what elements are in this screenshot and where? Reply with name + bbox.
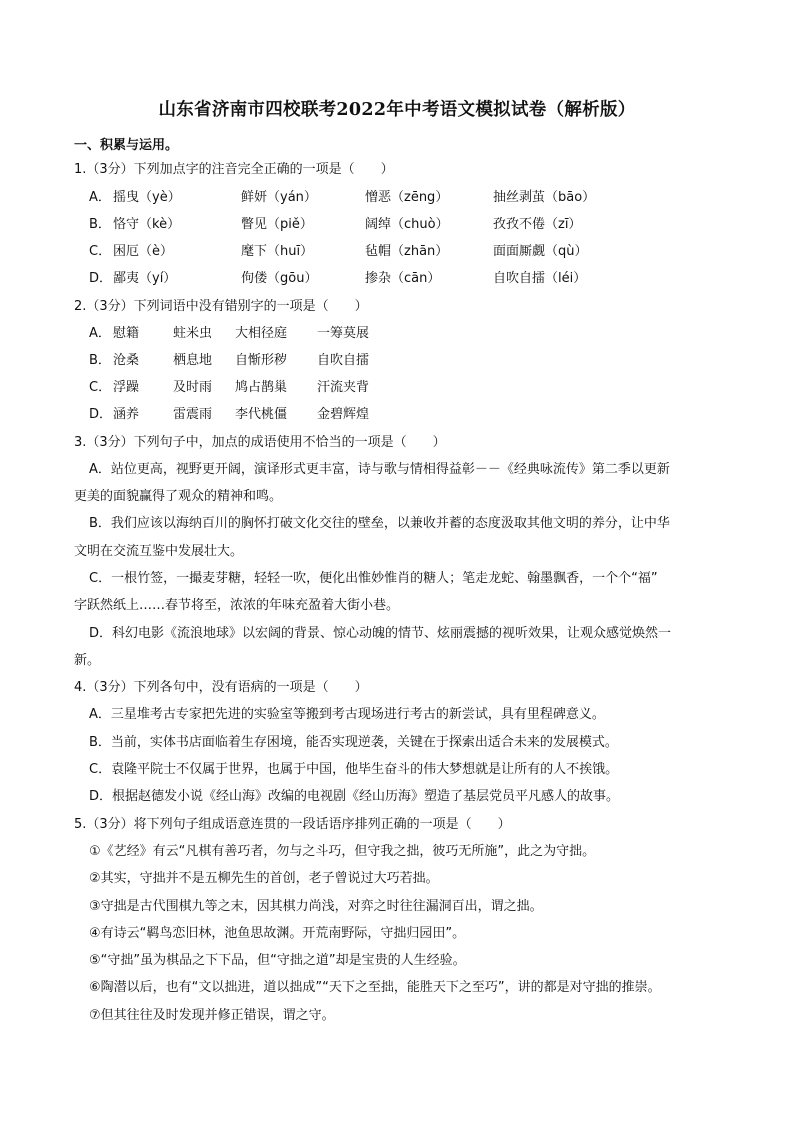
question-2-option-d[interactable]: D．涵养 雷震雨 李代桃僵 金碧辉煌 — [89, 407, 370, 422]
question-1-stem: 1.（3分）下列加点字的注音完全正确的一项是（ ） — [74, 162, 394, 177]
question-3-option-d[interactable]: D．科幻电影《流浪地球》以宏阔的背景、惊心动魄的情节、炫丽震撼的视听效果，让观众感觉焕然一 — [89, 626, 672, 641]
question-5-sentence-2: ②其实，守拙并不是五柳先生的首创，老子曾说过大巧若拙。 — [89, 871, 439, 886]
question-3-option-b[interactable]: B．我们应该以海纳百川的胸怀打破文化交往的壁垒，以兼收并蓄的态度汲取其他文明的养分，让中华 — [89, 516, 670, 531]
question-1-option-c[interactable]: C． 困厄（è） 麾下（huī） 毡帽（zhān） 面面厮觑（qù） — [89, 244, 588, 259]
question-5-sentence-1: ①《艺经》有云“凡棋有善巧者，勿与之斗巧，但守我之拙，彼巧无所施”，此之为守拙。 — [89, 844, 596, 859]
question-5-sentence-7: ⑦但其往往及时发现并修正错误，谓之守。 — [89, 1008, 335, 1023]
question-4-option-c[interactable]: C．袁隆平院士不仅属于世界，也属于中国，他毕生奋斗的伟大梦想就是让所有的人不挨饿。 — [89, 762, 619, 777]
question-2-option-c[interactable]: C． 浮躁 及时雨 鸠占鹊巢 汗流夹背 — [89, 380, 370, 395]
question-5-sentence-4: ④有诗云“羁鸟恋旧林，池鱼思故渊。开荒南野际，守拙归园田”。 — [89, 926, 466, 941]
question-1-option-d[interactable]: D．鄙夷（yí） 佝偻（gōu） 掺杂（cān） 自吹自擂（léi） — [89, 271, 587, 286]
question-3-option-c[interactable]: C．一根竹签，一撮麦芽糖，轻轻一吹，便化出惟妙惟肖的糖人；笔走龙蛇、翰墨飘香，一个个“福” — [89, 571, 658, 586]
question-4-option-b[interactable]: B．当前，实体书店面临着生存困境，能否实现逆袭，关键在于探索出适合未来的发展模式。 — [89, 735, 618, 750]
document-title: 山东省济南市四校联考2022年中考语文模拟试卷（解析版） — [158, 100, 636, 120]
question-2-stem: 2.（3分）下列词语中没有错别字的一项是（ ） — [74, 299, 368, 314]
question-2-option-b[interactable]: B． 沧桑 栖息地 自惭形秽 自吹自擂 — [89, 353, 370, 368]
question-1-option-a[interactable]: A． 摇曳（yè） 鲜妍（yán） 憎恶（zēng） 抽丝剥茧（bāo） — [89, 190, 596, 205]
question-3-option-a-cont: 更美的面貌赢得了观众的精神和鸣。 — [74, 489, 283, 504]
question-3-option-b-cont: 文明在交流互鉴中发展壮大。 — [74, 544, 244, 559]
question-1-option-b[interactable]: B． 恪守（kè） 瞥见（piě） 阔绰（chuò） 孜孜不倦（zī） — [89, 217, 582, 232]
question-4-option-d[interactable]: D．根据赵德发小说《经山海》改编的电视剧《经山历海》塑造了基层党员平凡感人的故事。 — [89, 789, 620, 804]
question-3-stem: 3.（3分）下列句子中，加点的成语使用不恰当的一项是（ ） — [74, 435, 446, 450]
question-4-option-a[interactable]: A．三星堆考古专家把先进的实验室等搬到考古现场进行考古的新尝试，具有里程碑意义。 — [89, 707, 605, 722]
question-5-stem: 5.（3分）将下列句子组成语意连贯的一段话语序排列正确的一项是（ ） — [74, 817, 511, 832]
question-5-sentence-5: ⑤“守拙”虽为棋品之下下品，但“守拙之道”却是宝贵的人生经验。 — [89, 953, 466, 968]
section-heading: 一、积累与运用。 — [74, 138, 179, 153]
question-5-sentence-3: ③守拙是古代围棋九等之末，因其棋力尚浅，对弈之时往往漏洞百出，谓之拙。 — [89, 899, 543, 914]
question-3-option-d-cont: 新。 — [74, 653, 101, 668]
question-3-option-a[interactable]: A．站位更高，视野更开阔，演译形式更丰富，诗与歌与情相得益彰－－《经典咏流传》第二季以更新 — [89, 462, 670, 477]
question-3-option-c-cont: 字跃然纸上……春节将至，浓浓的年味充盈着大街小巷。 — [74, 598, 400, 613]
question-4-stem: 4.（3分）下列各句中，没有语病的一项是（ ） — [74, 680, 368, 695]
question-2-option-a[interactable]: A． 慰籍 蛀米虫 大相径庭 一筹莫展 — [89, 326, 370, 341]
question-5-sentence-6: ⑥陶潜以后，也有“文以拙进，道以拙成”“天下之至拙，能胜天下之至巧”，讲的都是对守拙的推崇。 — [89, 980, 661, 995]
